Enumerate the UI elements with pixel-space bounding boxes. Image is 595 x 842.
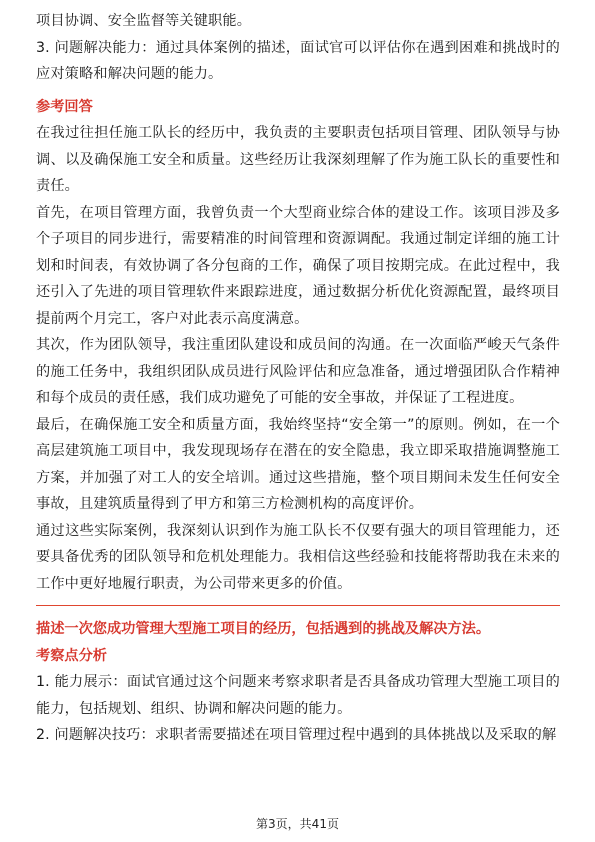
analysis-item-1: 1. 能力展示：面试官通过这个问题来考察求职者是否具备成功管理大型施工项目的能力，包括规划、组织、协调和解决问题的能力。 <box>36 674 560 717</box>
answer-paragraph-2: 首先，在项目管理方面，我曾负责一个大型商业综合体的建设工作。该项目涉及多个子项目的同步进行，需要精准的时间管理和资源调配。我通过制定详细的施工计划和时间表，有效协调了各分包商的工作，确保了项目按期完成。在此过程中，我还引入了先进的项目管理软件来跟踪进度，通过数据分析优化资源配置，最终项目提前两个月完工，客户对此表示高度满意。 <box>36 204 560 327</box>
answer-paragraph-3: 其次，作为团队领导，我注重团队建设和成员间的沟通。在一次面临严峻天气条件的施工任务中，我组织团队成员进行风险评估和应急准备，通过增强团队合作精神和每个成员的责任感，我们成功避免了可能的安全事故，并保证了工程进度。 <box>36 337 560 406</box>
paragraph-continuation: 项目协调、安全监督等关键职能。 <box>36 13 252 29</box>
analysis-heading: 考察点分析 <box>36 647 107 664</box>
question-heading: 描述一次您成功管理大型施工项目的经历，包括遇到的挑战及解决方法。 <box>36 621 491 637</box>
page-number: 第3页，共41页 <box>256 817 339 831</box>
answer-heading: 参考回答 <box>36 98 93 115</box>
document-page <box>36 8 560 749</box>
section-divider <box>36 605 560 606</box>
answer-paragraph-5: 通过这些实际案例，我深刻认识到作为施工队长不仅要有强大的项目管理能力，还要具备优秀的团队领导和危机处理能力。我相信这些经验和技能将帮助我在未来的工作中更好地履行职责，为公司带来更多的价值。 <box>36 522 560 592</box>
list-item-3: 3. 问题解决能力：通过具体案例的描述，面试官可以评估你在遇到困难和挑战时的应对策略和解决问题的能力。 <box>36 39 560 82</box>
answer-paragraph-1: 在我过往担任施工队长的经历中，我负责的主要职责包括项目管理、团队领导与协调、以及确保施工安全和质量。这些经历让我深刻理解了作为施工队长的重要性和责任。 <box>36 125 560 194</box>
answer-paragraph-4: 最后，在确保施工安全和质量方面，我始终坚持“安全第一”的原则。例如，在一个高层建筑施工项目中，我发现现场存在潜在的安全隐患，我立即采取措施调整施工方案，并加强了对工人的安全培训。通过这些措施，整个项目期间未发生任何安全事故，且建筑质量得到了甲方和第三方检测机构的高度评价。 <box>36 416 560 512</box>
analysis-item-2: 2. 问题解决技巧：求职者需要描述在项目管理过程中遇到的具体挑战以及采取的解 <box>36 727 557 743</box>
